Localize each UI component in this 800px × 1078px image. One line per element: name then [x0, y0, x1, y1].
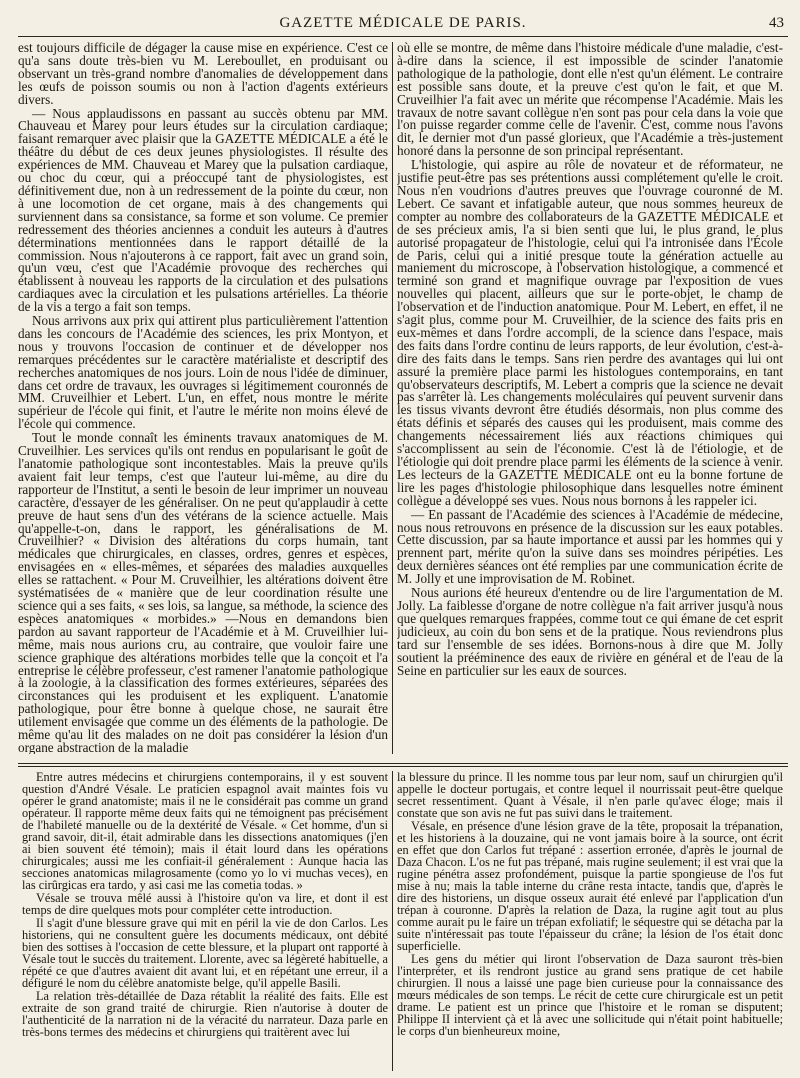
paragraph: L'histologie, qui aspire au rôle de novateur et de réformateur, ne justifie peut-être pas ses prétentions aussi complétement qu'elle le croit. Nous n'en voudrions d'autres preuves que l'ouvrage couronné de M. Lebert. Ce savant et infatigable auteur, que nous sommes heureux de compter au nombre des collaborateurs de la GAZETTE MÉDICALE et de ses précieux amis, l'a si bien senti que lui, le plus grand, le plus autorisé propagateur de l'histologie, celui qui l'a intronisée dans l'École de Paris, celui qui a initié presque toute la génération actuelle au maniement du microscope, à l'observation histologique, a commencé et terminé son grand et magnifique ouvrage par l'exposition de vues nouvelles qui placent, ailleurs que sur le porte-objet, le champ de l'observation et de l'induction anatomique. Pour M. Lebert, en effet, il ne s'agit plus, comme pour M. Cruveilhier, de la science des faits pris en eux-mêmes et dans l'ordre accompli, de la science dans l'espace, mais des faits dans l'ordre continu de leurs rapports, de leur évolution, c'est-à-dire des faits dans le temps. Sans rien perdre des avantages qui lui ont assuré la première place parmi les histologues contemporains, en tant qu'observateurs descriptifs, M. Lebert a compris que la science ne devait pas s'arrêter là. Les changements moléculaires qui peuvent survenir dans les tissus vivants devront être étudiés désormais, non plus comme des états définis et séparés des causes qui les produisent, mais comme des changements nécessairement liés aux réactions chimiques qui s'accomplissent au sein de l'économie. C'est là de l'étiologie, et de l'étiologie qui doit prendre place parmi les éléments de la science à venir. Les lecteurs de la GAZETTE MÉDICALE ont eu la bonne fortune de lire les pages d'histologie philosophique dans lesquelles notre éminent collègue a développé ses vues. Nous nous bornons à les rappeler ici. [397, 157, 783, 508]
column-divider [392, 42, 393, 754]
upper-right-column [397, 42, 783, 742]
paragraph: La relation très-détaillée de Daza rétablit la réalité des faits. Elle est extraite de son grand traité de chirurgie. Rien n'autorise à douter de l'authenticité de la narration ni de la véracité du narrateur. Daza parle en très-bons termes des médecins et chirurgiens qui traitèrent avec lui [22, 989, 388, 1039]
page-header [18, 8, 788, 37]
lower-left-column [22, 771, 388, 1071]
paragraph: est toujours difficile de dégager la cause mise en expérience. C'est ce qu'a sans doute très-bien vu M. Lereboullet, en produisant ou observant un très-grand nombre d'anomalies de développement dans les œufs de poisson soumis ou non à l'action d'agents extérieurs divers. [18, 42, 388, 107]
feuilleton-divider [18, 763, 788, 764]
column-divider [392, 771, 393, 1071]
lower-right-column [397, 771, 783, 1071]
journal-title: GAZETTE MÉDICALE DE PARIS. [279, 15, 527, 31]
paragraph: Il s'agit d'une blessure grave qui mit en péril la vie de don Carlos. Les historiens, qui ne consultent guère les documents médicaux, ont débité bien des sottises à l'occasion de cette blessure, et la plupart ont rapporté à Vésale tout le succès du traitement. Llorente, avec sa légèreté habituelle, a répété ce que d'autres avaient dit avant lui, et en répétant une erreur, il a défiguré le nom du célèbre anatomiste belge, qu'il appelle Basili. [22, 916, 388, 990]
paragraph: Nous aurions été heureux d'entendre ou de lire l'argumentation de M. Jolly. La faiblesse d'organe de notre collègue n'a fait arriver jusqu'à nous que quelques remarques frappées, comme tout ce qui émane de cet esprit judicieux, au coin du bon sens et de la pratique. Nous reviendrons plus tard sur l'ensemble de ses idées. Bornons-nous à dire que M. Jolly soutient la prééminence des eaux de rivière en général et de l'eau de la Seine en particulier sur les eaux de sources. [397, 585, 783, 678]
paragraph: Vésale se trouva mêlé aussi à l'histoire qu'on va lire, et dont il est temps de dire quelques mots pour compléter cette introduction. [22, 891, 388, 917]
paragraph: Entre autres médecins et chirurgiens contemporains, il y est souvent question d'André Vésale. Le praticien espagnol avait maintes fois vu opérer le grand anatomiste; mais il ne le considérait pas comme un grand opérateur. Il rapporte même deux faits qui ne témoignent pas précisément de l'habileté manuelle ou de la dextérité de Vésale. « Cet homme, d'un si grand savoir, dit-il, était admirable dans les dissections anatomiques (j'en ai bien souvent été témoin); mais il était lourd dans les opérations chirurgicales; aussi me les confiait-il généralement : Aunque hacia las secciones anatomicas milagrosamente (como yo lo vi muchas veces), en las cirûrgicas era tardo, y asi casi me las cometia todas. » [22, 771, 388, 892]
paragraph: Nous arrivons aux prix qui attirent plus particulièrement l'attention dans les concours de l'Académie des sciences, les prix Montyon, et nous y trouvons l'occasion de continuer et de développer nos remarques précédentes sur le caractère matérialiste et descriptif des recherches anatomiques de nos jours. Loin de nous l'idée de diminuer, dans cet ordre de travaux, les ouvrages si légitimement couronnés de MM. Cruveilhier et Lebert. L'un, en effet, nous montre le mérite supérieur de l'école qui finit, et l'autre le mérite non moins élevé de l'école qui commence. [18, 313, 388, 432]
paragraph: — En passant de l'Académie des sciences à l'Académie de médecine, nous nous retrouvons en présence de la discussion sur les eaux potables. Cette discussion, par sa haute importance et aussi par les hommes qui y prennent part, mérite qu'on la suive dans ses moindres péripéties. Les deux dernières séances ont été remplies par une communication écrite de M. Jolly et une improvisation de M. Robinet. [397, 506, 783, 587]
paragraph: la blessure du prince. Il les nomme tous par leur nom, sauf un chirurgien qu'il appelle le docteur portugais, et contre lequel il nourrissait peut-être quelque secret ressentiment. Quant à Vésale, il n'en parle qu'avec éloge; mais il constate que son avis ne fut pas suivi dans le traitement. [397, 771, 783, 820]
feuilleton-divider [18, 766, 788, 767]
paragraph: Tout le monde connaît les éminents travaux anatomiques de M. Cruveilhier. Les services qu'ils ont rendus en popularisant le goût de l'anatomie pathologique sont incontestables. Mais la preuve qu'ils avaient fait leur temps, c'est que l'auteur lui-même, au dire du rapporteur de l'Institut, a senti le besoin de leur imprimer un nouveau caractère, d'essayer de les généraliser. On ne peut qu'applaudir à cette preuve de haut sens d'un des vétérans de la science actuelle. Mais qu'appelle-t-on, dans le rapport, les généralisations de M. Cruveilhier? « Division des altérations du corps humain, tant médicales que chirurgicales, en classes, ordres, genres et espèces, envisagées en « elles-mêmes, et séparées des maladies auxquelles elles se rattachent. « Pour M. Cruveilhier, les altérations doivent être systématisées de « manière que de leur coordination résulte une science qui a ses faits, « ses lois, sa langue, sa méthode, la science des espèces anatomiques « morbides.» —Nous en demandons bien pardon au savant rapporteur de l'Académie et à M. Cruveilhier lui-même, mais nous aurions cru, au contraire, que vouloir faire une science graphique des altérations morbides telle que la conçoit et l'a entreprise le célèbre professeur, c'est ramener l'anatomie pathologique à la zoologie, à la classification des formes extérieures, séparées des circonstances qui les produisent et les expliquent. L'anatomie pathologique, pour être bonne à quelque chose, ne saurait être utilement envisagée que comme un des éléments de la pathologie. De même qu'au lit des malades on ne doit pas considérer la lésion d'un organe abstraction de la maladie [18, 430, 388, 754]
paragraph: Vésale, en présence d'une lésion grave de la tête, proposait la trépanation, et les historiens à la douzaine, qui ne vont jamais boire à la source, ont écrit en effet que don Carlos fut trépané : assertion erronée, d'après le journal de Daza Chacon. L'os ne fut pas trépané, mais rugine seulement; il est vrai que la rugine pénétra assez profondément, puisque la partie spongieuse de l'os fut mise à nu; mais la table interne du crâne resta intacte, tandis que, d'après le dire des historiens, un disque osseux aurait été enlevé par l'application d'un trépan à couronne. D'après la relation de Daza, la rugine agit tout au plus comme aurait pu le faire un trépan exfoliatif; le séquestre qui se détacha par la suite n'intéressait pas toute l'épaisseur du crâne; la lésion de l'os était donc superficielle. [397, 819, 783, 953]
paragraph: Les gens du métier qui liront l'observation de Daza sauront très-bien l'interpréter, et ils rendront justice au grand sens pratique de cet habile chirurgien. Il nous a laissé une page bien curieuse pour la connaissance des mœurs médicales de son temps. Le récit de cette cure chirurgicale est un petit drame. Le patient est un prince que l'histoire et le roman se disputent; Philippe II intervient çà et là avec une sollicitude qui n'était point habituelle; le corps d'un bienheureux moine, [397, 952, 783, 1038]
paragraph: où elle se montre, de même dans l'histoire médicale d'une maladie, c'est-à-dire dans la science, il est impossible de scinder l'anatomie pathologique de la pathologie, dont elle n'est qu'un élément. Le contraire est possible sans doute, et la preuve c'est qu'on le fait, et que M. Cruveilhier l'a fait avec un mérite que récompense l'Académie. Mais les travaux de notre savant collègue n'en sont pas pour cela dans la voie que l'on puisse regarder comme celle de l'avenir. C'est, comme nous l'avons dit, le dernier mot d'un passé glorieux, que l'Académie a très-justement honoré dans la personne de son principal représentant. [397, 42, 783, 159]
page-number: 43 [769, 15, 784, 31]
paragraph: — Nous applaudissons en passant au succès obtenu par MM. Chauveau et Marey pour leurs études sur la circulation cardiaque; faisant remarquer avec plaisir que la GAZETTE MÉDICALE a été le théâtre du début de ces deux jeunes physiologistes. Il résulte des expériences de MM. Chauveau et Marey que la pulsation cardiaque, ou choc du cœur, qui a préoccupé tant de physiologistes, est définitivement due, non à un redressement de la pointe du cœur, non à une locomotion de cet organe, mais à des changements qui surviennent dans sa consistance, sa forme et son volume. Ce premier redressement des théories anciennes a conduit les auteurs à d'autres déterminations mentionnées dans le rapport détaillé de la commission. Nous n'ajouterons à ce rapport, fait avec un grand soin, qu'un vœu, c'est que l'Académie provoque des recherches qui établissent à nouveau les rapports de la circulation et des pulsations cardiaques avec la circulation et les pulsations artérielles. La théorie de la vis a tergo a fait son temps. [18, 105, 388, 315]
upper-left-column [18, 42, 388, 754]
